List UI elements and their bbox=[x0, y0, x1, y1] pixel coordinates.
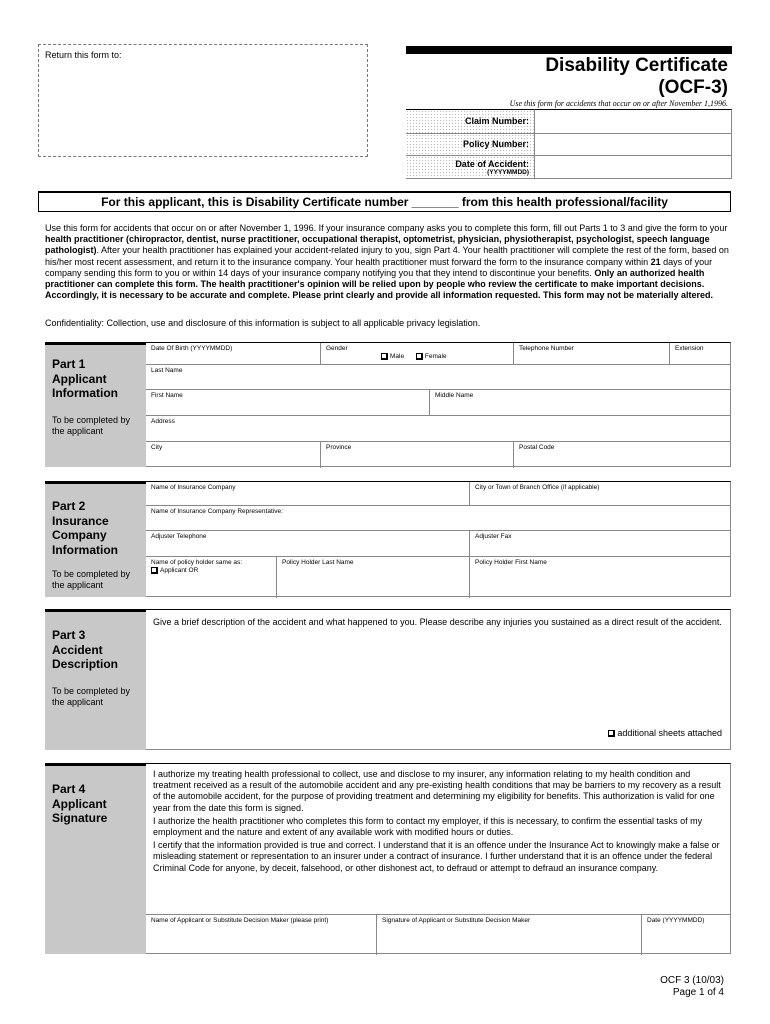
part3-title-3: Description bbox=[52, 657, 119, 671]
female-checkbox[interactable] bbox=[416, 353, 423, 360]
certificate-number-banner bbox=[38, 191, 731, 212]
accident-label-cell bbox=[406, 155, 534, 179]
part3-title-1: Part 3 bbox=[52, 628, 86, 642]
date-of-accident-label: Date of Accident: bbox=[455, 159, 529, 169]
part4-content bbox=[146, 763, 731, 954]
holder-last-name-label: Policy Holder Last Name bbox=[282, 559, 354, 566]
part2-title-2: Insurance bbox=[52, 513, 109, 528]
gender-field bbox=[321, 343, 514, 365]
part3-sub-2: the applicant bbox=[52, 696, 104, 707]
return-label: Return this form to: bbox=[45, 50, 122, 60]
last-name-field[interactable] bbox=[146, 365, 731, 390]
banner-text: For this applicant, this is Disability Certificate number _______ from this health professional/facility bbox=[101, 195, 668, 209]
city-label: City bbox=[151, 444, 163, 451]
signature-date-label: Date (YYYYMMDD) bbox=[647, 917, 705, 924]
female-label: Female bbox=[424, 353, 447, 361]
part2-sub-1: To be completed by bbox=[52, 569, 131, 579]
employer-paragraph: I authorize the health practitioner who completes this form to contact my employer, if this is necessary, to confirm the essential tasks of my employment and the nature and extent of any available work with modified hours or duties. bbox=[153, 815, 703, 838]
policy-label-cell bbox=[406, 133, 534, 155]
part2-title-3: Company bbox=[52, 528, 107, 542]
extension-field[interactable] bbox=[670, 343, 731, 365]
insurer-name-label: Name of Insurance Company bbox=[151, 484, 236, 491]
city-field[interactable] bbox=[146, 442, 321, 468]
dob-field[interactable] bbox=[146, 343, 321, 365]
part1-title-1: Part 1 bbox=[52, 357, 86, 371]
adjuster-telephone-label: Adjuster Telephone bbox=[151, 533, 207, 540]
part1-sub-1: To be completed by bbox=[52, 414, 131, 425]
intro-days: 21 bbox=[650, 256, 661, 267]
certification-paragraph: I certify that the information provided is true and correct. I understand that it is an offence under the Insurance Act to knowingly make a false or misleading statement or representation to an insurer under a contract of insurance. I further understand that it is an offence under the federal Criminal Code for anyone, by deceit, falsehood, or other dishonest act, to defraud or attempt to defraud an insurance company. bbox=[153, 840, 720, 873]
confidentiality-note: Confidentiality: Collection, use and disclosure of this information is subject to all applicable privacy legislation. bbox=[45, 318, 481, 328]
part1-fields bbox=[146, 342, 731, 467]
intro-text-2: . After your health practitioner has explained your accident-related injury to you, sign Part 4. Your health practitioner will complete the rest of the form, based on his/her most recent assessment, and return it to the insurance company. Your health practitioner must forward the form to the insurance company within bbox=[45, 245, 729, 267]
policy-number-field[interactable] bbox=[534, 133, 732, 155]
extension-label: Extension bbox=[675, 345, 704, 352]
part4-panel bbox=[45, 763, 146, 954]
last-name-label: Last Name bbox=[151, 367, 183, 374]
form-version: OCF 3 (10/03) bbox=[660, 975, 724, 986]
part1-sub-2: the applicant bbox=[52, 425, 104, 436]
part2-sub-2: the applicant bbox=[52, 580, 104, 590]
part4-title-1: Part 4 bbox=[52, 782, 86, 796]
form-title: Disability Certificate bbox=[545, 55, 728, 76]
part2-title-4: Information bbox=[52, 542, 118, 557]
first-name-label: First Name bbox=[151, 392, 183, 399]
intro-warning: Only an authorized health practitioner can complete this form. The health practitioner's opinion will be relied upon by people who review the certificate to make important decisions. Accordingly, it is necessary to be accurate and complete. Please print clearly and provide all information requested. This form may not be materially altered. bbox=[45, 267, 714, 301]
male-label: Male bbox=[390, 353, 405, 361]
adjuster-fax-label: Adjuster Fax bbox=[475, 533, 512, 540]
middle-name-field[interactable] bbox=[430, 390, 731, 416]
authorization-paragraph: I authorize my treating health professional to collect, use and disclose to my insurer, any information relating to my health condition and treatment received as a result of the automobile accident and any pre-existing health conditions that may be barriers to my recovery as a result of the automobile accident, for the purpose of providing treatment and determining my eligibility for benefits. This authorization is valid for one year from the date this form is signed. bbox=[153, 769, 721, 813]
middle-name-label: Middle Name bbox=[435, 392, 474, 399]
province-label: Province bbox=[326, 444, 352, 451]
claim-number-field[interactable] bbox=[534, 109, 732, 133]
accident-prompt: Give a brief description of the accident and what happened to you. Please describe any injuries you sustained as a direct result of the accident. bbox=[153, 617, 722, 627]
claim-label-cell bbox=[406, 109, 534, 133]
branch-city-label: City or Town of Branch Office (if applicable) bbox=[475, 484, 600, 491]
part2-title-1: Part 2 bbox=[52, 499, 86, 513]
applicant-name-label: Name of Applicant or Substitute Decision Maker (please print) bbox=[151, 917, 329, 924]
signature-label: Signature of Applicant or Substitute Decision Maker bbox=[382, 917, 531, 924]
telephone-field[interactable] bbox=[514, 343, 670, 365]
intro-text-1: Use this form for accidents that occur on or after November 1, 1996. If your insurance company asks you to complete this form, fill out Parts 1 to 3 and give the form to your bbox=[45, 223, 728, 233]
address-label: Address bbox=[151, 418, 175, 425]
part1-title-2: Applicant bbox=[52, 371, 107, 386]
intro-practitioners: health practitioner (chiropractor, dentist, nurse practitioner, occupational therapist, optometrist, physician, physiotherapist, psychologist, speech language pathologist) bbox=[45, 234, 710, 256]
page-number: Page 1 of 4 bbox=[672, 987, 724, 998]
applicant-or-label: Applicant OR bbox=[160, 567, 199, 575]
holder-same-field bbox=[146, 557, 277, 598]
part2-fields bbox=[146, 481, 731, 597]
telephone-label: Telephone Number bbox=[519, 345, 574, 352]
part4-title-2: Applicant bbox=[52, 796, 107, 811]
holder-first-name-field[interactable] bbox=[470, 557, 731, 598]
form-code: (OCF-3) bbox=[658, 77, 728, 98]
accident-description-field[interactable] bbox=[146, 609, 731, 750]
additional-sheets-checkbox[interactable] bbox=[608, 730, 615, 737]
policy-number-label: Policy Number: bbox=[462, 139, 529, 149]
first-name-field[interactable] bbox=[146, 390, 430, 416]
claim-number-label: Claim Number: bbox=[464, 116, 529, 126]
dob-label: Date Of Birth (YYYYMMDD) bbox=[151, 345, 233, 352]
holder-last-name-field[interactable] bbox=[277, 557, 470, 598]
address-field[interactable] bbox=[146, 416, 731, 442]
part1-panel bbox=[45, 342, 146, 467]
insurer-name-field[interactable] bbox=[146, 482, 470, 506]
representative-label: Name of Insurance Company Representative: bbox=[151, 508, 283, 515]
part4-title-3: Signature bbox=[52, 811, 108, 825]
holder-first-name-label: Policy Holder First Name bbox=[475, 559, 547, 566]
date-of-accident-field[interactable] bbox=[534, 155, 732, 179]
postal-code-field[interactable] bbox=[514, 442, 731, 468]
part3-sub-1: To be completed by bbox=[52, 685, 131, 696]
male-checkbox[interactable] bbox=[381, 353, 388, 360]
part2-panel bbox=[45, 481, 146, 597]
signature-field[interactable] bbox=[377, 914, 642, 955]
adjuster-fax-field[interactable] bbox=[470, 531, 731, 557]
representative-field[interactable] bbox=[146, 506, 731, 531]
part3-panel bbox=[45, 609, 146, 750]
province-field[interactable] bbox=[321, 442, 514, 468]
applicant-name-field[interactable] bbox=[146, 914, 377, 955]
date-format-label: (YYYYMMDD) bbox=[487, 169, 529, 176]
additional-sheets-label: additional sheets attached bbox=[617, 728, 722, 738]
gender-label: Gender bbox=[326, 345, 348, 352]
part3-title-2: Accident bbox=[52, 642, 103, 657]
title-bar bbox=[406, 46, 732, 54]
use-note: Use this form for accidents that occur on or after November 1,1996. bbox=[509, 99, 728, 108]
adjuster-telephone-field[interactable] bbox=[146, 531, 470, 557]
signature-date-field[interactable] bbox=[642, 914, 731, 955]
intro-text-3: days of your company sending this form to you or within 14 days of your insurance company notifying you that they intend to discontinue your benefits. bbox=[45, 256, 713, 278]
return-address-box[interactable] bbox=[38, 44, 368, 157]
intro-paragraph bbox=[45, 223, 731, 301]
part1-title-3: Information bbox=[52, 386, 118, 400]
branch-city-field[interactable] bbox=[470, 482, 731, 506]
postal-code-label: Postal Code bbox=[519, 444, 555, 451]
applicant-or-checkbox[interactable] bbox=[151, 567, 158, 574]
holder-same-label: Name of policy holder same as: bbox=[151, 559, 243, 566]
